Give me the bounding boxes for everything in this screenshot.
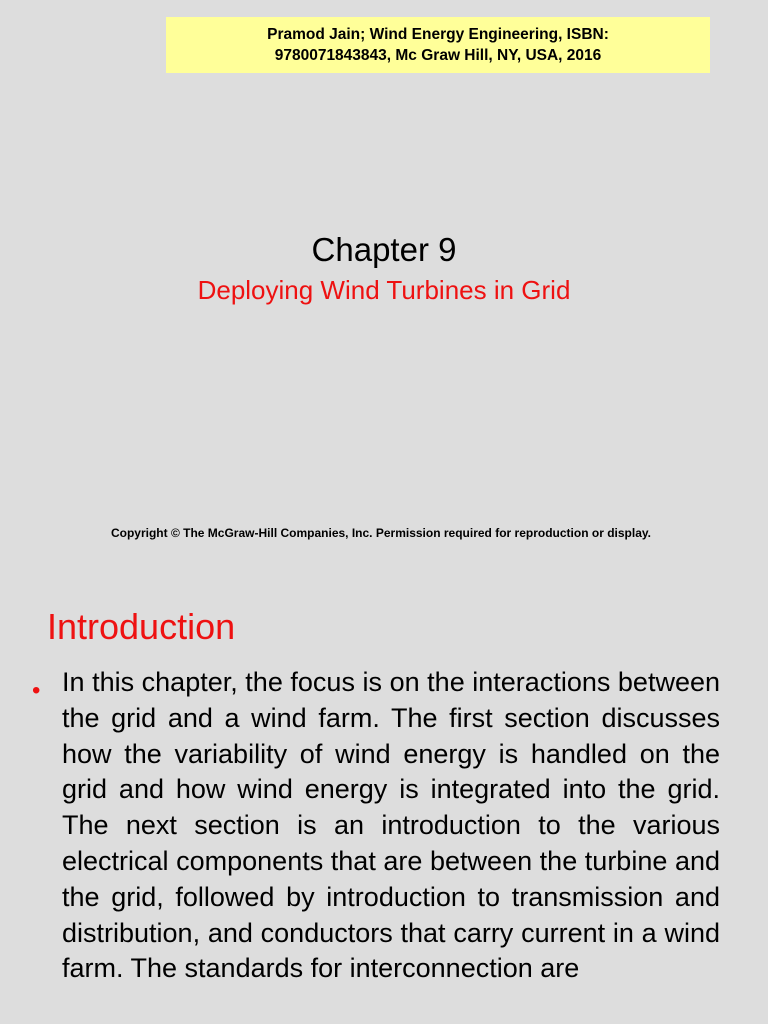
intro-paragraph: In this chapter, the focus is on the interactions between the grid and a wind farm. The first section discusses how the variability of wind energy is handled on the grid and how wind energy is integrated into the grid. The next section is an introduction to the various electrical components that are between the turbine and the grid, followed by introduction to transmission and distribution, and conductors that carry current in a wind farm. The standards for interconnection are xyxy=(62,667,720,984)
chapter-title: Chapter 9 xyxy=(311,231,457,268)
copyright-notice: Copyright © The McGraw-Hill Companies, Inc. Permission required for reproduction or display. xyxy=(110,526,652,540)
citation-line-1: Pramod Jain; Wind Energy Engineering, ISBN: xyxy=(267,26,609,43)
chapter-subtitle: Deploying Wind Turbines in Grid xyxy=(197,275,571,305)
citation-box xyxy=(166,17,710,73)
bullet-icon: • xyxy=(32,677,41,704)
introduction-slide xyxy=(0,575,768,1024)
section-heading: Introduction xyxy=(47,606,236,647)
citation-line-2: 9780071843843, Mc Graw Hill, NY, USA, 2016 xyxy=(274,47,602,64)
